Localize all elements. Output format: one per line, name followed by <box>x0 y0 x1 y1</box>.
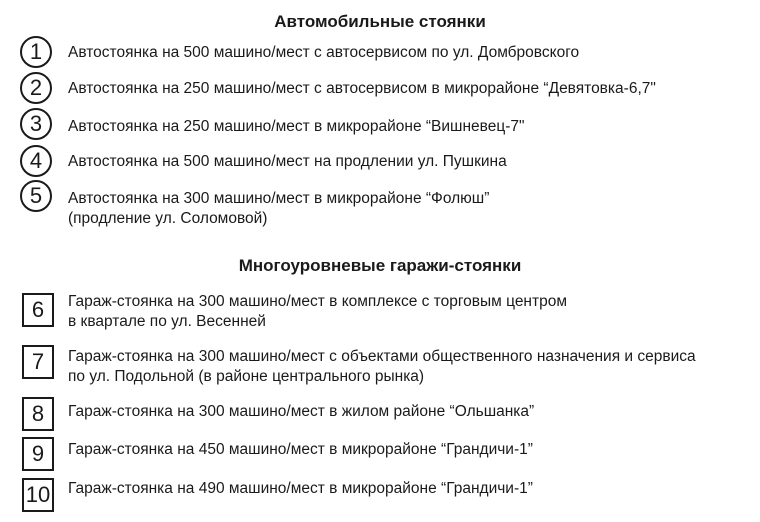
parking-item-2 <box>68 79 748 99</box>
number-marker-9: 9 <box>22 437 54 471</box>
item-text-line: Гараж-стоянка на 490 машино/мест в микрорайоне “Грандичи-1” <box>68 480 533 497</box>
number-marker-3: 3 <box>20 108 52 140</box>
number-marker-1: 1 <box>20 36 52 68</box>
item-text-line: Гараж-стоянка на 450 машино/мест в микрорайоне “Грандичи-1” <box>68 441 533 458</box>
section-title-parking-lots: Автомобильные стоянки <box>274 12 486 31</box>
section-title-multilevel-garages: Многоуровневые гаражи-стоянки <box>238 256 522 275</box>
item-text-line: в квартале по ул. Весенней <box>68 313 266 330</box>
parking-item-4 <box>68 152 748 172</box>
parking-item-1 <box>68 43 748 63</box>
number-marker-8: 8 <box>22 397 54 431</box>
item-text-line: по ул. Подольной (в районе центрального рынка) <box>68 368 425 385</box>
item-text-line: (продление ул. Соломовой) <box>68 210 268 227</box>
item-text-line: Гараж-стоянка на 300 машино/мест в комплексе с торговым центром <box>68 293 567 310</box>
item-text-line: Автостоянка на 300 машино/мест в микрорайоне “Фолюш” <box>68 190 490 207</box>
number-marker-2: 2 <box>20 72 52 104</box>
number-marker-5: 5 <box>20 180 52 212</box>
number-marker-4: 4 <box>20 145 52 177</box>
garage-item-9 <box>68 440 748 460</box>
garage-item-7 <box>68 347 748 387</box>
garage-item-10 <box>68 479 748 499</box>
item-text-line: Автостоянка на 500 машино/мест на продлении ул. Пушкина <box>68 153 507 170</box>
parking-item-3 <box>68 117 748 137</box>
garage-item-6 <box>68 292 748 332</box>
item-text-line: Автостоянка на 250 машино/мест в микрорайоне “Вишневец-7" <box>68 118 525 135</box>
number-marker-6: 6 <box>22 293 54 327</box>
item-text-line: Автостоянка на 500 машино/мест с автосервисом по ул. Домбровского <box>68 44 580 61</box>
garage-item-8 <box>68 402 748 422</box>
number-marker-10: 10 <box>22 478 54 512</box>
parking-item-5 <box>68 189 748 229</box>
item-text-line: Гараж-стоянка на 300 машино/мест в жилом районе “Ольшанка” <box>68 403 535 420</box>
item-text-line: Гараж-стоянка на 300 машино/мест с объектами общественного назначения и сервиса <box>68 348 696 365</box>
number-marker-7: 7 <box>22 345 54 379</box>
item-text-line: Автостоянка на 250 машино/мест с автосервисом в микрорайоне “Девятовка-6,7" <box>68 80 656 97</box>
